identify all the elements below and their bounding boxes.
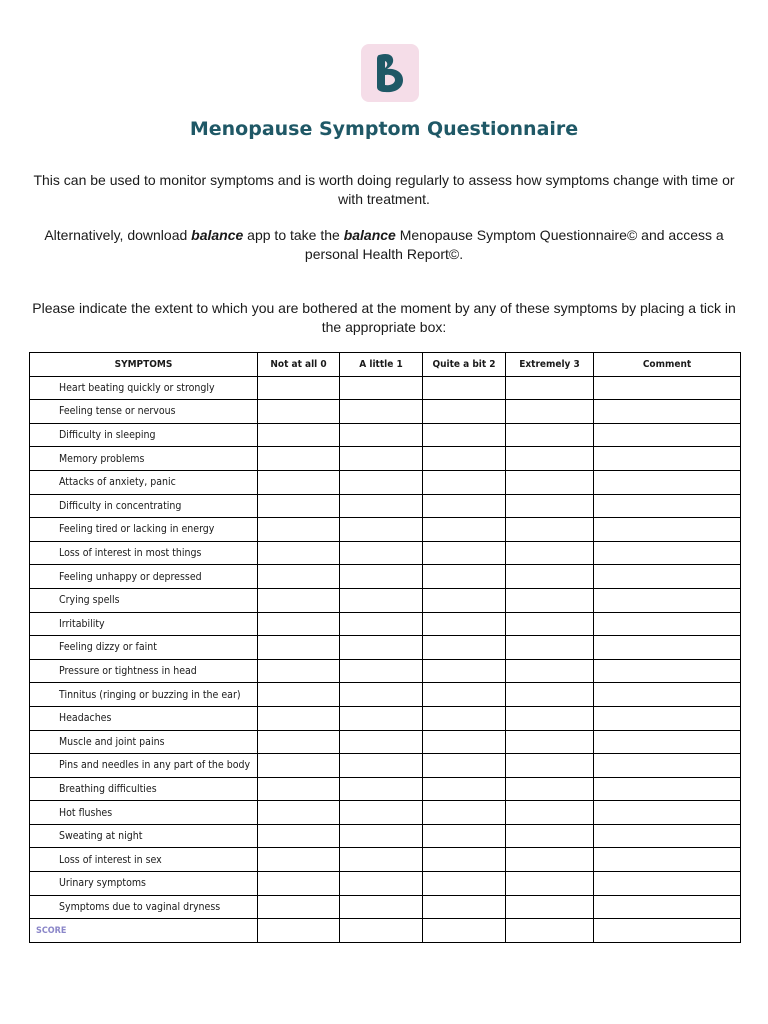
- extremely-cell[interactable]: [506, 612, 594, 636]
- symptom-label: Loss of interest in sex: [30, 848, 258, 872]
- symptom-label: Hot flushes: [30, 801, 258, 825]
- extremely-cell[interactable]: [506, 400, 594, 424]
- extremely-cell[interactable]: [506, 659, 594, 683]
- table-row: [30, 824, 741, 848]
- extremely-cell[interactable]: [506, 636, 594, 660]
- symptom-label: Pressure or tightness in head: [30, 659, 258, 683]
- not-at-all-cell[interactable]: [258, 494, 340, 518]
- comment-cell[interactable]: [594, 470, 741, 494]
- not-at-all-cell[interactable]: [258, 754, 340, 778]
- extremely-cell[interactable]: [506, 730, 594, 754]
- a-little-cell[interactable]: [340, 518, 423, 542]
- not-at-all-cell[interactable]: [258, 470, 340, 494]
- header-quite-a-bit: Quite a bit 2: [423, 353, 506, 377]
- app-paragraph: [30, 226, 738, 263]
- not-at-all-cell[interactable]: [258, 777, 340, 801]
- app-text-3: Menopause Symptom Questionnaire© and access a personal Health Report©.: [304, 227, 724, 262]
- comment-cell[interactable]: [594, 588, 741, 612]
- score-label: SCORE: [30, 919, 258, 943]
- a-little-cell[interactable]: [340, 895, 423, 919]
- comment-cell[interactable]: [594, 683, 741, 707]
- extremely-cell[interactable]: [506, 848, 594, 872]
- balance-b-icon: [370, 51, 410, 95]
- comment-cell[interactable]: [594, 447, 741, 471]
- a-little-cell[interactable]: [340, 636, 423, 660]
- quite-a-bit-cell[interactable]: [423, 636, 506, 660]
- table-header-row: [30, 353, 741, 377]
- comment-cell[interactable]: [594, 848, 741, 872]
- header-a-little: A little 1: [340, 353, 423, 377]
- a-little-score-cell[interactable]: [340, 919, 423, 943]
- table-row: [30, 588, 741, 612]
- not-at-all-cell[interactable]: [258, 801, 340, 825]
- comment-cell[interactable]: [594, 376, 741, 400]
- symptom-label: Breathing difficulties: [30, 777, 258, 801]
- not-at-all-cell[interactable]: [258, 565, 340, 589]
- not-at-all-cell[interactable]: [258, 376, 340, 400]
- symptom-label: Headaches: [30, 706, 258, 730]
- symptom-label: Tinnitus (ringing or buzzing in the ear): [30, 683, 258, 707]
- header-not-at-all: Not at all 0: [258, 353, 340, 377]
- table-row: [30, 423, 741, 447]
- a-little-cell[interactable]: [340, 730, 423, 754]
- symptom-label: Feeling unhappy or depressed: [30, 565, 258, 589]
- quite-a-bit-cell[interactable]: [423, 683, 506, 707]
- symptom-label: Feeling tense or nervous: [30, 400, 258, 424]
- symptom-label: Loss of interest in most things: [30, 541, 258, 565]
- quite-a-bit-cell[interactable]: [423, 895, 506, 919]
- symptom-label: Memory problems: [30, 447, 258, 471]
- a-little-cell[interactable]: [340, 376, 423, 400]
- quite-a-bit-cell[interactable]: [423, 777, 506, 801]
- comment-cell[interactable]: [594, 706, 741, 730]
- symptom-label: Difficulty in sleeping: [30, 423, 258, 447]
- extremely-score-cell[interactable]: [506, 919, 594, 943]
- a-little-cell[interactable]: [340, 872, 423, 896]
- comment-cell[interactable]: [594, 730, 741, 754]
- a-little-cell[interactable]: [340, 777, 423, 801]
- comment-cell[interactable]: [594, 565, 741, 589]
- extremely-cell[interactable]: [506, 447, 594, 471]
- table-row: [30, 706, 741, 730]
- symptom-label: Pins and needles in any part of the body: [30, 754, 258, 778]
- comment-cell[interactable]: [594, 659, 741, 683]
- not-at-all-cell[interactable]: [258, 518, 340, 542]
- table-row: [30, 612, 741, 636]
- app-text-1: Alternatively, download: [44, 227, 192, 243]
- a-little-cell[interactable]: [340, 447, 423, 471]
- extremely-cell[interactable]: [506, 754, 594, 778]
- symptom-label: Feeling dizzy or faint: [30, 636, 258, 660]
- quite-a-bit-cell[interactable]: [423, 872, 506, 896]
- quite-a-bit-cell[interactable]: [423, 612, 506, 636]
- not-at-all-cell[interactable]: [258, 683, 340, 707]
- table-row: [30, 872, 741, 896]
- extremely-cell[interactable]: [506, 376, 594, 400]
- score-row: [30, 919, 741, 943]
- a-little-cell[interactable]: [340, 612, 423, 636]
- a-little-cell[interactable]: [340, 683, 423, 707]
- table-row: [30, 895, 741, 919]
- extremely-cell[interactable]: [506, 565, 594, 589]
- extremely-cell[interactable]: [506, 872, 594, 896]
- extremely-cell[interactable]: [506, 801, 594, 825]
- table-row: [30, 659, 741, 683]
- extremely-cell[interactable]: [506, 518, 594, 542]
- app-name: balance: [191, 227, 244, 243]
- a-little-cell[interactable]: [340, 400, 423, 424]
- a-little-cell[interactable]: [340, 565, 423, 589]
- a-little-cell[interactable]: [340, 494, 423, 518]
- extremely-cell[interactable]: [506, 541, 594, 565]
- not-at-all-cell[interactable]: [258, 659, 340, 683]
- quite-a-bit-cell[interactable]: [423, 706, 506, 730]
- table-row: [30, 470, 741, 494]
- comment-cell[interactable]: [594, 824, 741, 848]
- extremely-cell[interactable]: [506, 824, 594, 848]
- header-comment: Comment: [594, 353, 741, 377]
- header-extremely: Extremely 3: [506, 353, 594, 377]
- a-little-cell[interactable]: [340, 588, 423, 612]
- intro-paragraph: This can be used to monitor symptoms and is worth doing regularly to assess how symptoms change with time or with treatment.: [33, 172, 735, 207]
- comment-cell[interactable]: [594, 400, 741, 424]
- not-at-all-cell[interactable]: [258, 423, 340, 447]
- table-row: [30, 801, 741, 825]
- quite-a-bit-cell[interactable]: [423, 848, 506, 872]
- a-little-cell[interactable]: [340, 541, 423, 565]
- quite-a-bit-cell[interactable]: [423, 565, 506, 589]
- quite-a-bit-cell[interactable]: [423, 801, 506, 825]
- not-at-all-cell[interactable]: [258, 400, 340, 424]
- not-at-all-cell[interactable]: [258, 541, 340, 565]
- comment-cell[interactable]: [594, 895, 741, 919]
- not-at-all-cell[interactable]: [258, 730, 340, 754]
- extremely-cell[interactable]: [506, 494, 594, 518]
- table-row: [30, 494, 741, 518]
- app-name: balance: [343, 227, 396, 243]
- symptom-label: Urinary symptoms: [30, 872, 258, 896]
- symptom-label: Irritability: [30, 612, 258, 636]
- instructions-paragraph: Please indicate the extent to which you are bothered at the moment by any of these symptoms by placing a tick in the appropriate box:: [32, 300, 736, 335]
- quite-a-bit-cell[interactable]: [423, 824, 506, 848]
- quite-a-bit-cell[interactable]: [423, 400, 506, 424]
- comment-cell[interactable]: [594, 612, 741, 636]
- a-little-cell[interactable]: [340, 659, 423, 683]
- extremely-cell[interactable]: [506, 777, 594, 801]
- extremely-cell[interactable]: [506, 706, 594, 730]
- quite-a-bit-score-cell[interactable]: [423, 919, 506, 943]
- extremely-cell[interactable]: [506, 470, 594, 494]
- quite-a-bit-cell[interactable]: [423, 754, 506, 778]
- comment-cell[interactable]: [594, 541, 741, 565]
- not-at-all-cell[interactable]: [258, 895, 340, 919]
- quite-a-bit-cell[interactable]: [423, 730, 506, 754]
- a-little-cell[interactable]: [340, 423, 423, 447]
- symptom-label: Difficulty in concentrating: [30, 494, 258, 518]
- not-at-all-cell[interactable]: [258, 872, 340, 896]
- not-at-all-score-cell[interactable]: [258, 919, 340, 943]
- not-at-all-cell[interactable]: [258, 612, 340, 636]
- not-at-all-cell[interactable]: [258, 706, 340, 730]
- comment-cell[interactable]: [594, 518, 741, 542]
- comment-cell[interactable]: [594, 754, 741, 778]
- table-row: [30, 565, 741, 589]
- quite-a-bit-cell[interactable]: [423, 494, 506, 518]
- not-at-all-cell[interactable]: [258, 636, 340, 660]
- comment-cell[interactable]: [594, 872, 741, 896]
- quite-a-bit-cell[interactable]: [423, 447, 506, 471]
- a-little-cell[interactable]: [340, 824, 423, 848]
- symptom-table: [29, 352, 741, 943]
- table-row: [30, 777, 741, 801]
- extremely-cell[interactable]: [506, 683, 594, 707]
- symptom-label: Symptoms due to vaginal dryness: [30, 895, 258, 919]
- table-row: [30, 848, 741, 872]
- table-row: [30, 447, 741, 471]
- table-row: [30, 376, 741, 400]
- quite-a-bit-cell[interactable]: [423, 659, 506, 683]
- extremely-cell[interactable]: [506, 895, 594, 919]
- comment-cell[interactable]: [594, 636, 741, 660]
- quite-a-bit-cell[interactable]: [423, 588, 506, 612]
- not-at-all-cell[interactable]: [258, 588, 340, 612]
- not-at-all-cell[interactable]: [258, 824, 340, 848]
- comment-cell[interactable]: [594, 494, 741, 518]
- symptom-label: Feeling tired or lacking in energy: [30, 518, 258, 542]
- extremely-cell[interactable]: [506, 423, 594, 447]
- header-symptoms: SYMPTOMS: [30, 353, 258, 377]
- comment-cell[interactable]: [594, 777, 741, 801]
- quite-a-bit-cell[interactable]: [423, 423, 506, 447]
- not-at-all-cell[interactable]: [258, 447, 340, 471]
- symptom-label: Attacks of anxiety, panic: [30, 470, 258, 494]
- table-row: [30, 518, 741, 542]
- a-little-cell[interactable]: [340, 706, 423, 730]
- quite-a-bit-cell[interactable]: [423, 518, 506, 542]
- a-little-cell[interactable]: [340, 848, 423, 872]
- app-text-2: app to take the: [243, 227, 344, 243]
- extremely-cell[interactable]: [506, 588, 594, 612]
- table-row: [30, 541, 741, 565]
- symptom-label: Muscle and joint pains: [30, 730, 258, 754]
- quite-a-bit-cell[interactable]: [423, 470, 506, 494]
- symptom-label: Crying spells: [30, 588, 258, 612]
- quite-a-bit-cell[interactable]: [423, 541, 506, 565]
- comment-cell[interactable]: [594, 801, 741, 825]
- table-row: [30, 683, 741, 707]
- comment-cell[interactable]: [594, 423, 741, 447]
- page-title: Menopause Symptom Questionnaire: [189, 118, 579, 140]
- a-little-cell[interactable]: [340, 754, 423, 778]
- a-little-cell[interactable]: [340, 801, 423, 825]
- table-row: [30, 730, 741, 754]
- symptom-label: Heart beating quickly or strongly: [30, 376, 258, 400]
- not-at-all-cell[interactable]: [258, 848, 340, 872]
- quite-a-bit-cell[interactable]: [423, 376, 506, 400]
- table-row: [30, 400, 741, 424]
- balance-logo: [361, 44, 419, 102]
- table-row: [30, 636, 741, 660]
- symptom-label: Sweating at night: [30, 824, 258, 848]
- table-row: [30, 754, 741, 778]
- a-little-cell[interactable]: [340, 470, 423, 494]
- comment-score-cell[interactable]: [594, 919, 741, 943]
